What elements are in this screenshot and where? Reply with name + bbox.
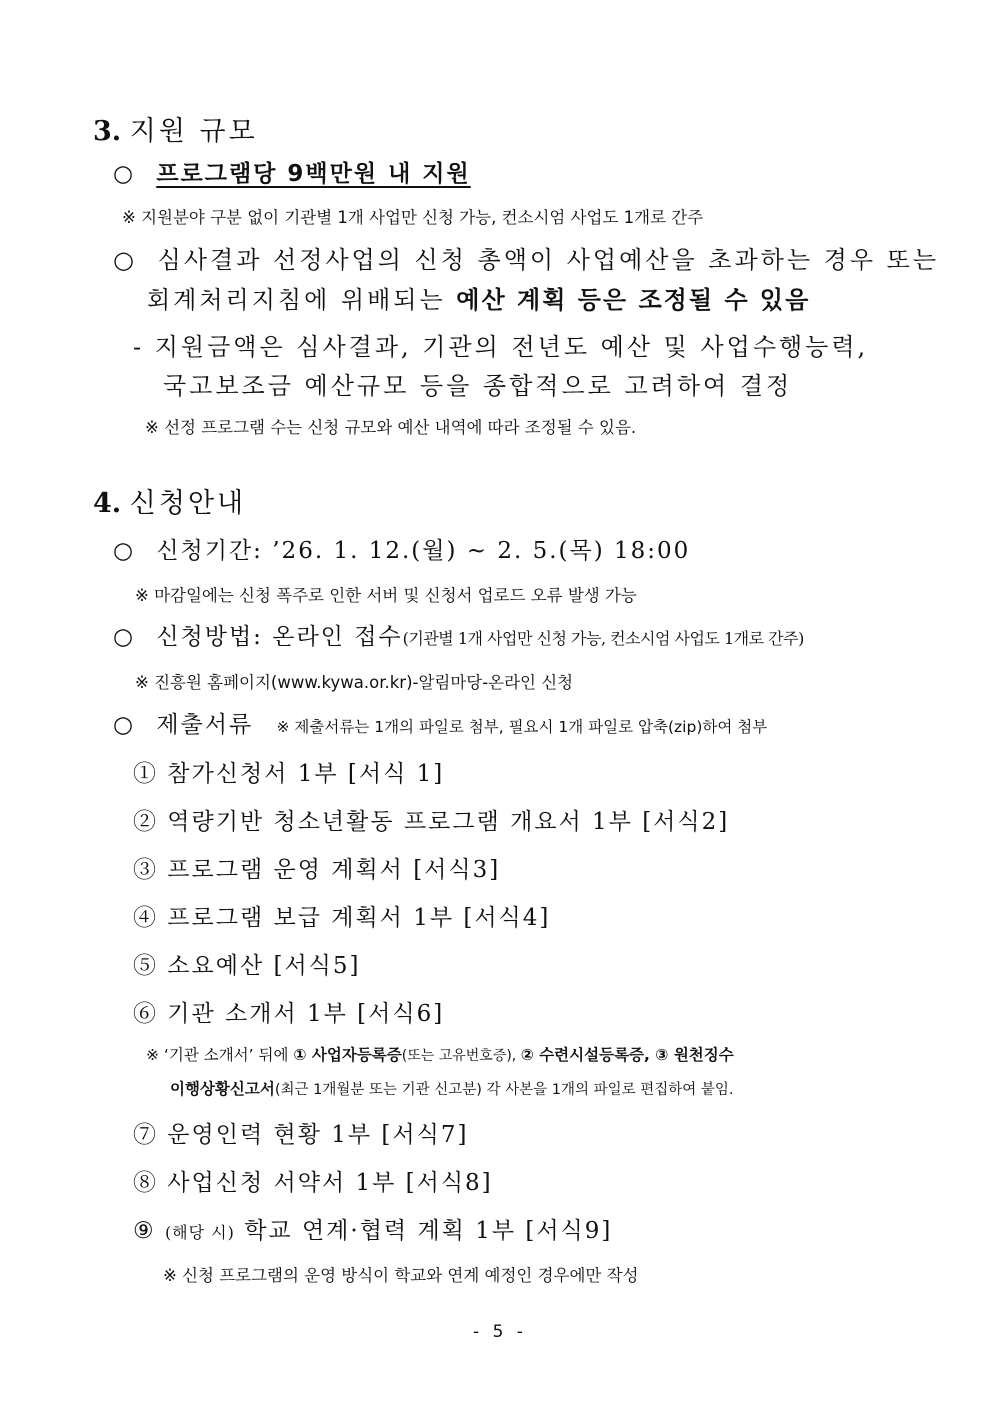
support-amount-line1: - 지원금액은 심사결과, 기관의 전년도 예산 및 사업수행능력, — [133, 333, 869, 361]
doc-item: ⑥ 기관 소개서 1부 [서식6] — [133, 1001, 445, 1027]
bullet-icon: ○ — [113, 712, 136, 738]
intro-note-p2: (또는 고유번호증), — [401, 1048, 521, 1064]
doc-item: ⑧ 사업신청 서약서 1부 [서식8] — [133, 1170, 493, 1196]
bullet-icon: ○ — [113, 246, 137, 274]
support-scale-text: 프로그램당 9백만원 내 지원 — [156, 161, 471, 187]
homepage-note: ※ 진흥원 홈페이지(www.kywa.or.kr)-알림마당-온라인 신청 — [135, 673, 574, 692]
support-scale-bullet — [113, 163, 471, 186]
application-method-main: 신청방법: 온라인 접수 — [156, 624, 403, 650]
bullet-icon: ○ — [113, 538, 136, 564]
section-3-number: 3. — [93, 116, 122, 147]
doc-item-9-text: 학교 연계·협력 계획 1부 [서식9] — [244, 1218, 613, 1244]
application-period-text: 신청기간: ’26. 1. 12.(월) ~ 2. 5.(목) 18:00 — [156, 538, 691, 564]
school-note: ※ 신청 프로그램의 운영 방식이 학교와 연계 예정인 경우에만 작성 — [163, 1266, 639, 1285]
deadline-note: ※ 마감일에는 신청 폭주로 인한 서버 및 신청서 업로드 오류 발생 가능 — [135, 586, 637, 605]
section-3-title: 지원 규모 — [129, 116, 258, 147]
application-method — [113, 626, 804, 649]
doc-item: ⑦ 운영인력 현황 1부 [서식7] — [133, 1122, 469, 1148]
intro-note-b3: 이행상황신고서 — [170, 1080, 275, 1098]
intro-note-p1: ※ ‘기관 소개서’ 뒤에 — [146, 1046, 294, 1064]
doc-item: ① 참가신청서 1부 [서식 1] — [133, 761, 445, 787]
intro-note-b1: ① 사업자등록증 — [293, 1046, 402, 1064]
section-3-heading — [93, 118, 258, 145]
section-4-number: 4. — [93, 488, 122, 519]
section-4-heading — [93, 490, 246, 517]
doc-item: ② 역량기반 청소년활동 프로그램 개요서 1부 [서식2] — [133, 809, 730, 835]
support-amount-line2: 국고보조금 예산규모 등을 종합적으로 고려하여 결정 — [163, 372, 793, 400]
review-result-line2 — [147, 288, 810, 312]
doc-item: ⑤ 소요예산 [서식5] — [133, 953, 361, 979]
review-result-line2-bold: 예산 계획 등은 조정될 수 있음 — [456, 286, 811, 314]
review-result-line1: 심사결과 선정사업의 신청 총액이 사업예산을 초과하는 경우 또는 — [157, 246, 940, 274]
bullet-icon: ○ — [113, 161, 136, 187]
intro-note-b2: ② 수련시설등록증, ③ 원천징수 — [520, 1046, 734, 1064]
page-number: - 5 - — [473, 1322, 527, 1342]
application-period — [113, 540, 690, 563]
review-result-line2-plain: 회계처리지침에 위배되는 — [147, 286, 457, 314]
intro-note-p3: (최근 1개월분 또는 기관 신고분) 각 사본을 1개의 파일로 편집하여 붙임. — [274, 1082, 734, 1098]
support-scale-note: ※ 지원분야 구분 없이 기관별 1개 사업만 신청 가능, 컨소시엄 사업도 1개로 간주 — [122, 208, 704, 227]
submission-docs — [113, 714, 767, 737]
submission-docs-title: 제출서류 — [156, 712, 254, 738]
doc-item-9 — [133, 1220, 612, 1243]
section-4-title: 신청안내 — [129, 488, 247, 519]
doc-item-9-number: ⑨ — [133, 1218, 156, 1244]
doc-item: ④ 프로그램 보급 계획서 1부 [서식4] — [133, 905, 551, 931]
application-method-paren: (기관별 1개 사업만 신청 가능, 컨소시엄 사업도 1개로 간주) — [402, 629, 804, 648]
bullet-icon: ○ — [113, 624, 136, 650]
doc-item-9-condition: (해당 시) — [164, 1223, 235, 1242]
review-result-bullet — [113, 248, 939, 272]
program-count-note: ※ 선정 프로그램 수는 신청 규모와 예산 내역에 따라 조정될 수 있음. — [145, 418, 637, 437]
submission-docs-note: ※ 제출서류는 1개의 파일로 첨부, 필요시 1개 파일로 압축(zip)하여 첨부 — [276, 718, 768, 736]
intro-note-line2 — [170, 1082, 733, 1098]
intro-note-line1 — [146, 1048, 734, 1064]
doc-item: ③ 프로그램 운영 계획서 [서식3] — [133, 857, 501, 883]
